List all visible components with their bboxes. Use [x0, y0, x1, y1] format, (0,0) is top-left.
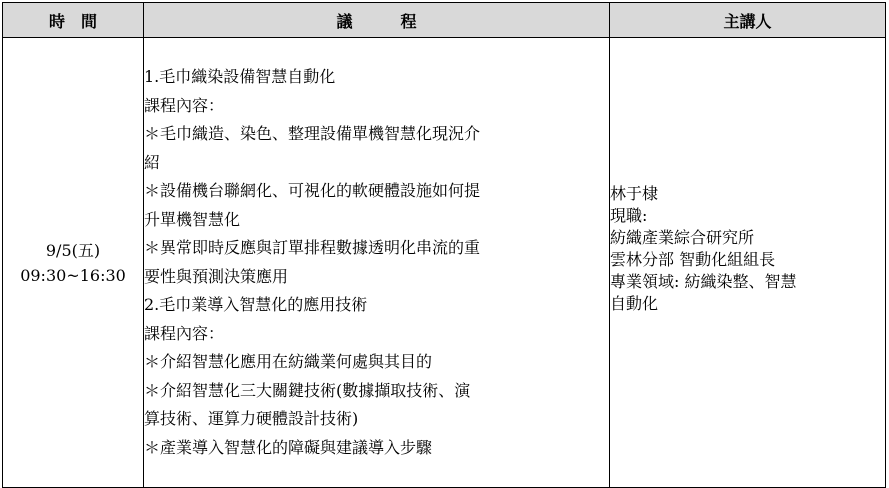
session-date: 9/5(五)	[45, 240, 101, 260]
agenda-line: 課程內容：	[144, 95, 225, 115]
speaker-line: 現職:	[610, 205, 648, 225]
header-speaker: 主講人	[610, 3, 886, 38]
session-speaker-cell	[610, 38, 886, 488]
agenda-line: 1.毛巾織染設備智慧自動化	[144, 67, 336, 86]
agenda-line: 升單機智慧化	[144, 209, 241, 229]
agenda-line: 紹	[144, 152, 161, 172]
speaker-line: 自動化	[610, 293, 659, 313]
speaker-name: 林于棣	[610, 183, 659, 203]
agenda-table	[2, 2, 886, 488]
session-time-cell	[3, 38, 144, 488]
speaker-info	[610, 183, 885, 315]
agenda-line: ＊產業導入智慧化的障礙與建議導入步驟	[144, 437, 433, 457]
agenda-line: 要性與預測決策應用	[144, 266, 289, 286]
session-agenda-cell	[144, 38, 610, 488]
agenda-line: 算技術、運算力硬體設計技術)	[144, 409, 359, 428]
speaker-line: 專業領域: 紡織染整、智慧	[610, 271, 797, 291]
header-agenda: 議 程	[144, 3, 610, 38]
agenda-line: ＊介紹智慧化三大關鍵技術(數據擷取技術、演	[144, 380, 471, 400]
agenda-line: 2.毛巾業導入智慧化的應用技術	[144, 295, 368, 314]
speaker-line: 雲林分部 智動化組組長	[610, 249, 776, 269]
agenda-line: ＊介紹智慧化應用在紡織業何處與其目的	[144, 352, 433, 371]
agenda-line: ＊毛巾織造、染色、整理設備單機智慧化現況介	[144, 124, 481, 143]
header-time: 時 間	[3, 3, 144, 38]
agenda-line: 課程內容：	[144, 323, 225, 343]
session-hours: 09:30~16:30	[20, 265, 126, 285]
agenda-line: ＊異常即時反應與訂單排程數據透明化串流的重	[144, 238, 481, 257]
speaker-line: 紡織產業綜合研究所	[610, 227, 755, 247]
agenda-line: ＊設備機台聯網化、可視化的軟硬體設施如何提	[144, 181, 481, 200]
session-row	[3, 38, 886, 488]
header-row	[3, 3, 886, 38]
